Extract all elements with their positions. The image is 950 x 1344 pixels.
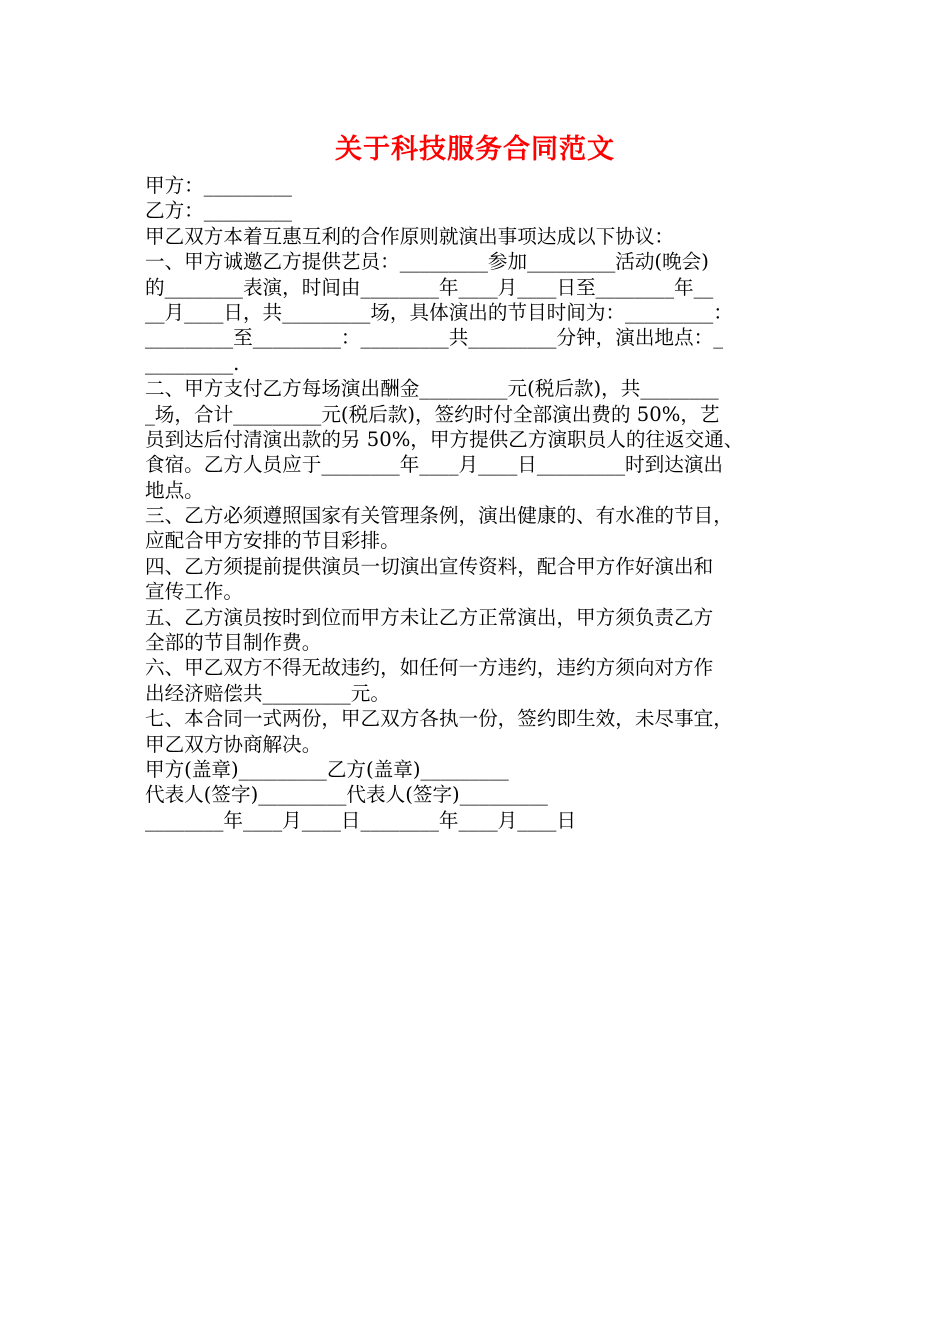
clause-1-line-1: 一、甲方诚邀乙方提供艺员：_________参加_________活动(晚会) <box>145 250 709 274</box>
document-body <box>145 173 810 833</box>
clause-1-line-5: _________. <box>145 351 240 375</box>
clause-3-line-1: 三、乙方必须遵照国家有关管理条例，演出健康的、有水准的节目， <box>145 504 733 528</box>
clause-4-line-2: 宣传工作。 <box>145 580 243 604</box>
date-line: ________年____月____日________年____月____日 <box>145 808 577 832</box>
clause-1-line-3: __月____日，共_________场，具体演出的节目时间为：_________： <box>145 300 733 324</box>
clause-2-line-5: 地点。 <box>145 478 204 502</box>
agreement-intro: 甲乙双方本着互惠互利的合作原则就演出事项达成以下协议： <box>145 224 675 248</box>
clause-2-line-1: 二、甲方支付乙方每场演出酬金_________元(税后款)，共________ <box>145 377 719 401</box>
clause-7-line-2: 甲乙双方协商解决。 <box>145 732 322 756</box>
clause-1-line-2: 的________表演，时间由________年____月____日至________年__ <box>145 275 714 299</box>
clause-2-line-4: 食宿。乙方人员应于________年____月____日_________时到达演出 <box>145 453 724 477</box>
clause-3-line-2: 应配合甲方安排的节目彩排。 <box>145 529 400 553</box>
clause-7-line-1: 七、本合同一式两份，甲乙双方各执一份，签约即生效，未尽事宜， <box>145 707 733 731</box>
clause-6-line-2: 出经济赔偿共_________元。 <box>145 681 390 705</box>
clause-2-line-2: _场，合计_________元(税后款)，签约时付全部演出费的 50%，艺 <box>145 402 720 426</box>
document-title: 关于科技服务合同范文 <box>335 134 615 165</box>
party-a-line: 甲方：_________ <box>145 174 292 197</box>
clause-6-line-1: 六、甲乙双方不得无故违约，如任何一方违约，违约方须向对方作 <box>145 656 714 680</box>
clause-5-line-2: 全部的节目制作费。 <box>145 631 322 655</box>
clause-4-line-1: 四、乙方须提前提供演员一切演出宣传资料，配合甲方作好演出和 <box>145 554 714 578</box>
party-b-line: 乙方：_________ <box>145 199 292 223</box>
seal-line: 甲方(盖章)_________乙方(盖章)_________ <box>145 757 509 781</box>
clause-5-line-1: 五、乙方演员按时到位而甲方未让乙方正常演出，甲方须负责乙方 <box>145 605 714 629</box>
signature-line: 代表人(签字)_________代表人(签字)_________ <box>145 783 548 807</box>
clause-2-line-3: 员到达后付清演出款的另 50%，甲方提供乙方演职员人的往返交通、 <box>145 427 744 451</box>
clause-1-line-4: _________至_________：_________共_________分钟，演出地点：_ <box>145 326 724 350</box>
